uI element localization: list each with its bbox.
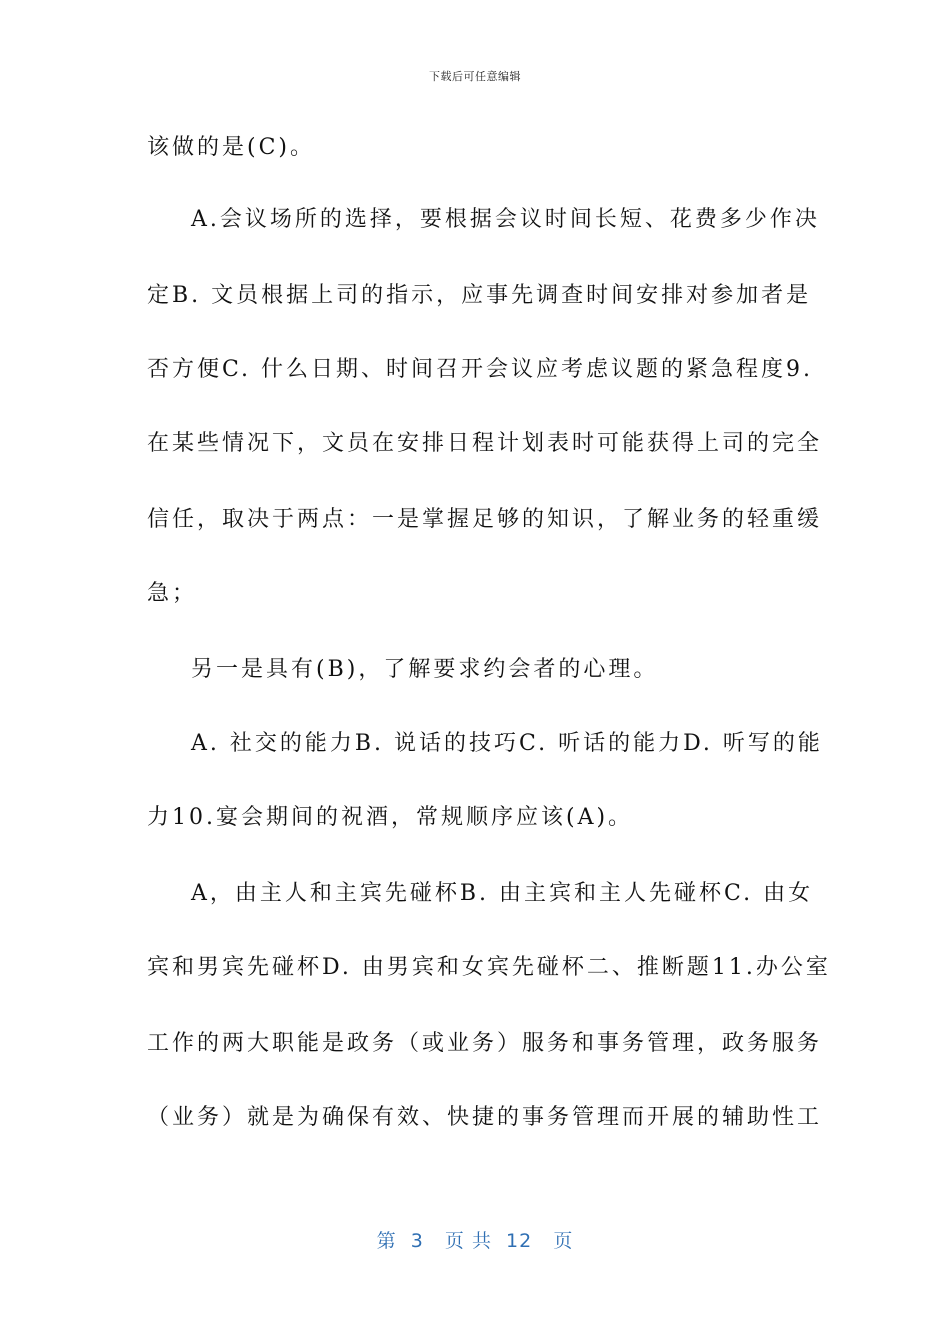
text-line: 在某些情况下，文员在安排日程计划表时可能获得上司的完全 (147, 431, 823, 456)
text-line: A. 社交的能力B. 说话的技巧C. 听话的能力D. 听写的能 (191, 731, 823, 756)
text-line: 宾和男宾先碰杯D. 由男宾和女宾先碰杯二、推断题11.办公室 (147, 955, 831, 980)
text-line: （业务）就是为确保有效、快捷的事务管理而开展的辅助性工 (147, 1105, 823, 1130)
text-line: A，由主人和主宾先碰杯B. 由主宾和主人先碰杯C. 由女 (191, 881, 814, 906)
page-footer: 第 3 页 共 12 页 (376, 1230, 574, 1252)
text-line: 急； (147, 581, 198, 606)
text-line: 否方便C. 什么日期、时间召开会议应考虑议题的紧急程度9. (147, 357, 814, 382)
text-line: 信任，取决于两点：一是掌握足够的知识，了解业务的轻重缓 (147, 507, 823, 532)
text-line: 定B. 文员根据上司的指示，应事先调查时间安排对参加者是 (147, 283, 812, 308)
text-line: A.会议场所的选择，要根据会议时间长短、花费多少作决 (191, 207, 820, 232)
text-line: 工作的两大职能是政务（或业务）服务和事务管理，政务服务 (147, 1031, 823, 1056)
text-line: 力10.宴会期间的祝酒，常规顺序应该(A)。 (147, 805, 634, 830)
text-line: 另一是具有(B)，了解要求约会者的心理。 (191, 657, 659, 682)
page-header: 下载后可任意编辑 (429, 70, 521, 83)
text-line: 该做的是(C)。 (147, 135, 315, 160)
